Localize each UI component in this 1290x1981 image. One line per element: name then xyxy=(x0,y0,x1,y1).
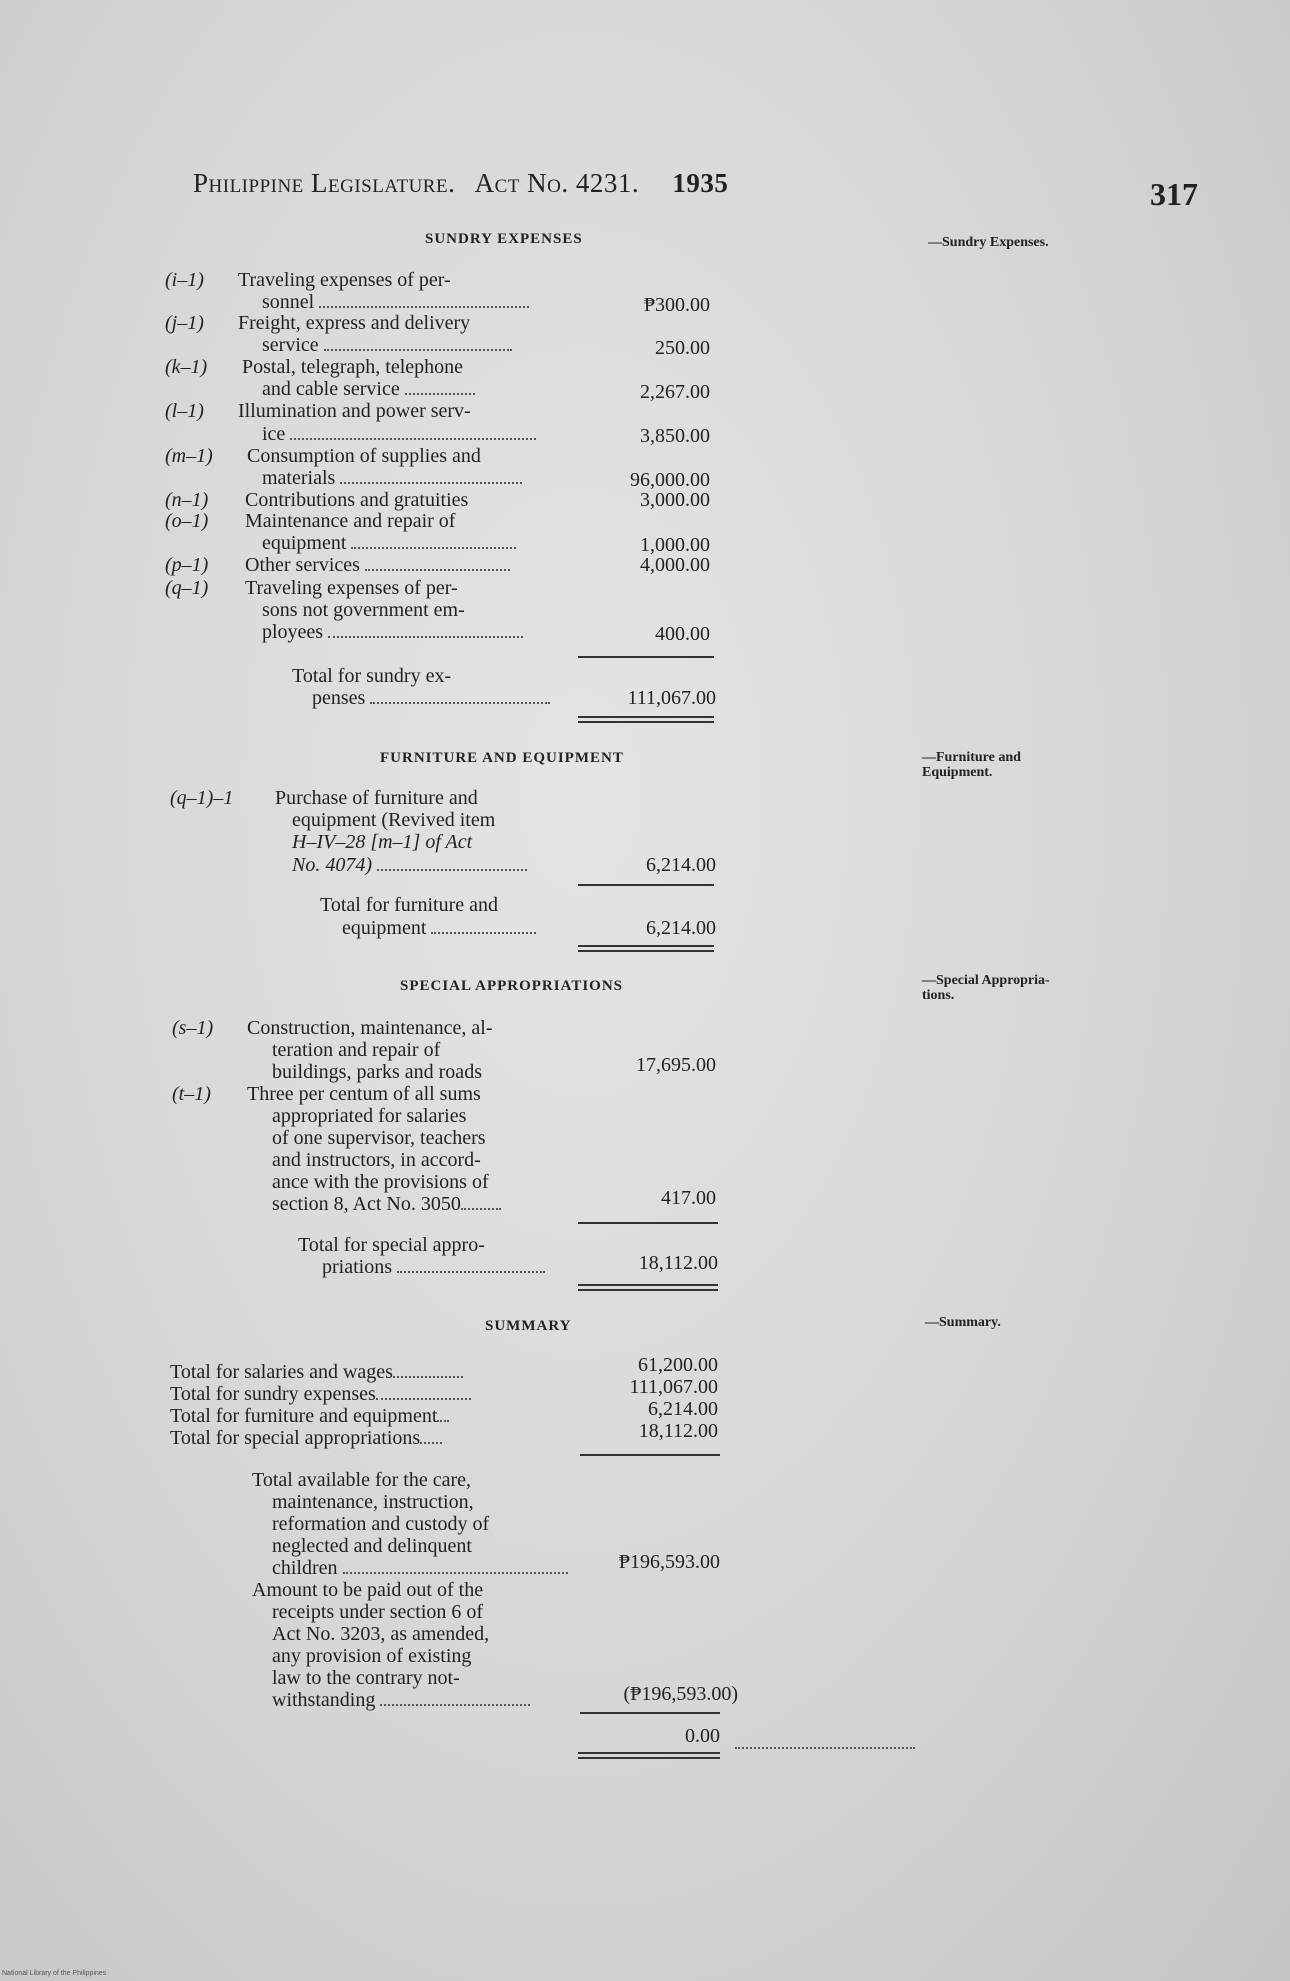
sundry-item-text: and cable service xyxy=(262,379,475,399)
sundry-item-text: Other services xyxy=(245,555,510,575)
summary-margin-note: —Summary. xyxy=(925,1315,1001,1330)
special-item-text: Construction, maintenance, al- xyxy=(247,1017,493,1039)
summary-heading: SUMMARY xyxy=(485,1318,572,1334)
furniture-item-text: Purchase of furniture and xyxy=(275,787,478,809)
sundry-item-code: (l–1) xyxy=(165,400,204,422)
sundry-item-text: Illumination and power serv- xyxy=(238,400,471,422)
summary-available-label: Total available for the care, xyxy=(252,1469,472,1491)
page-header xyxy=(193,168,728,199)
summary-final-amount: 0.00 xyxy=(685,1725,720,1747)
summary-row-label: Total for furniture and equipment xyxy=(170,1406,449,1426)
furniture-total-label: equipment xyxy=(342,918,536,938)
special-item-text: of one supervisor, teachers xyxy=(272,1127,486,1149)
sundry-total-label: penses xyxy=(312,688,550,708)
special-item-text: ance with the provisions of xyxy=(272,1171,489,1193)
sundry-item-text: Freight, express and delivery xyxy=(238,312,471,334)
sundry-item-text: Postal, telegraph, telephone xyxy=(242,356,464,378)
subtotal-rule xyxy=(578,1222,718,1224)
scan-footer: National Library of the Philippines xyxy=(2,1970,107,1977)
sundry-item-text: materials xyxy=(262,468,522,488)
sundry-total-amount: 111,067.00 xyxy=(627,687,716,709)
special-item-text: and instructors, in accord- xyxy=(272,1149,481,1171)
furniture-item-text: equipment (Revived item xyxy=(292,809,496,831)
special-item-text: section 8, Act No. 3050 xyxy=(272,1194,501,1214)
sundry-item-text: sonnel xyxy=(262,292,529,312)
summary-row-amount: 6,214.00 xyxy=(648,1398,718,1420)
page-number: 317 xyxy=(1150,176,1198,212)
furniture-heading: FURNITURE AND EQUIPMENT xyxy=(380,750,624,766)
summary-row-amount: 61,200.00 xyxy=(638,1354,718,1376)
sundry-item-code: (j–1) xyxy=(165,312,204,334)
summary-row-label: Total for sundry expenses xyxy=(170,1384,471,1404)
sundry-item-code: (i–1) xyxy=(165,269,204,291)
summary-receipts-label: Act No. 3203, as amended, xyxy=(272,1623,490,1645)
sundry-item-text: ice xyxy=(262,424,536,444)
sundry-item-code: (o–1) xyxy=(165,510,209,532)
furniture-margin-note: —Furniture and Equipment. xyxy=(922,750,1021,780)
summary-row-amount: 111,067.00 xyxy=(629,1376,718,1398)
summary-receipts-amount: (₱196,593.00) xyxy=(623,1683,738,1705)
summary-receipts-label: Amount to be paid out of the xyxy=(252,1579,484,1601)
summary-available-amount: ₱196,593.00 xyxy=(618,1551,720,1573)
sundry-total-label: Total for sundry ex- xyxy=(292,665,452,687)
summary-receipts-label: receipts under section 6 of xyxy=(272,1601,484,1623)
sundry-item-text: Maintenance and repair of xyxy=(245,510,456,532)
summary-receipts-label: law to the contrary not- xyxy=(272,1667,460,1689)
subtotal-rule xyxy=(580,1454,720,1456)
sundry-item-text: equipment xyxy=(262,533,516,553)
header-title-part2: Act No. 4231. xyxy=(474,168,640,198)
sundry-item-text: ployees xyxy=(262,622,523,642)
furniture-total-amount: 6,214.00 xyxy=(646,917,716,939)
sundry-margin-note: —Sundry Expenses. xyxy=(928,235,1049,250)
furniture-item-text: H–IV–28 [m–1] of Act xyxy=(292,831,473,853)
special-item-text: appropriated for salaries xyxy=(272,1105,467,1127)
special-total-amount: 18,112.00 xyxy=(638,1252,718,1274)
sundry-item-amount: 3,000.00 xyxy=(640,489,710,511)
summary-row-label: Total for salaries and wages xyxy=(170,1362,463,1382)
sundry-item-text: Traveling expenses of per- xyxy=(245,577,458,599)
sundry-heading: SUNDRY EXPENSES xyxy=(425,231,583,247)
special-item-amount: 417.00 xyxy=(661,1187,716,1209)
furniture-item-text: No. 4074) xyxy=(292,855,527,875)
sundry-item-code: (k–1) xyxy=(165,356,208,378)
sundry-item-text: sons not government em- xyxy=(262,599,465,621)
special-item-text: teration and repair of xyxy=(272,1039,441,1061)
sundry-item-amount: 96,000.00 xyxy=(630,469,710,491)
total-double-rule xyxy=(578,1284,718,1291)
sundry-item-text: Contributions and gratuities xyxy=(245,489,469,511)
summary-available-label: reformation and custody of xyxy=(272,1513,490,1535)
summary-receipts-label: withstanding xyxy=(272,1690,530,1710)
total-double-rule xyxy=(578,716,714,723)
summary-row-amount: 18,112.00 xyxy=(638,1420,718,1442)
special-margin-note: —Special Appropria- tions. xyxy=(922,973,1050,1003)
special-item-code: (t–1) xyxy=(172,1083,211,1105)
sundry-item-code: (q–1) xyxy=(165,577,209,599)
total-double-rule xyxy=(578,945,714,952)
sundry-item-text: Consumption of supplies and xyxy=(247,445,481,467)
summary-row-label: Total for special appropriations xyxy=(170,1428,442,1448)
sundry-item-amount: 400.00 xyxy=(655,623,710,645)
sundry-item-amount: 2,267.00 xyxy=(640,381,710,403)
special-total-label: priations xyxy=(322,1257,545,1277)
sundry-item-amount: 1,000.00 xyxy=(640,534,710,556)
subtotal-rule xyxy=(578,656,714,658)
special-item-text: buildings, parks and roads xyxy=(272,1061,482,1083)
header-title-part1: Philippine Legislature. xyxy=(193,168,456,198)
sundry-item-code: (n–1) xyxy=(165,489,209,511)
sundry-item-text: Traveling expenses of per- xyxy=(238,269,451,291)
special-item-code: (s–1) xyxy=(172,1017,214,1039)
special-heading: SPECIAL APPROPRIATIONS xyxy=(400,978,624,994)
subtotal-rule xyxy=(580,1712,720,1714)
sundry-item-code: (m–1) xyxy=(165,445,213,467)
summary-available-label: neglected and delinquent xyxy=(272,1535,472,1557)
sundry-item-amount: ₱300.00 xyxy=(643,294,710,316)
sundry-item-amount: 250.00 xyxy=(655,337,710,359)
sundry-item-amount: 3,850.00 xyxy=(640,425,710,447)
final-leader-dots xyxy=(735,1733,915,1754)
furniture-item-amount: 6,214.00 xyxy=(646,854,716,876)
total-double-rule xyxy=(578,1752,720,1759)
summary-receipts-label: any provision of existing xyxy=(272,1645,472,1667)
furniture-total-label: Total for furniture and xyxy=(320,894,498,916)
furniture-item-code: (q–1)–1 xyxy=(170,787,234,809)
subtotal-rule xyxy=(578,884,714,886)
special-total-label: Total for special appro- xyxy=(298,1234,485,1256)
special-item-amount: 17,695.00 xyxy=(636,1054,716,1076)
header-year: 1935 xyxy=(672,168,729,198)
summary-available-label: maintenance, instruction, xyxy=(272,1491,474,1513)
sundry-item-amount: 4,000.00 xyxy=(640,554,710,576)
summary-available-label: children xyxy=(272,1558,568,1578)
sundry-item-text: service xyxy=(262,335,512,355)
sundry-item-code: (p–1) xyxy=(165,554,209,576)
special-item-text: Three per centum of all sums xyxy=(247,1083,481,1105)
